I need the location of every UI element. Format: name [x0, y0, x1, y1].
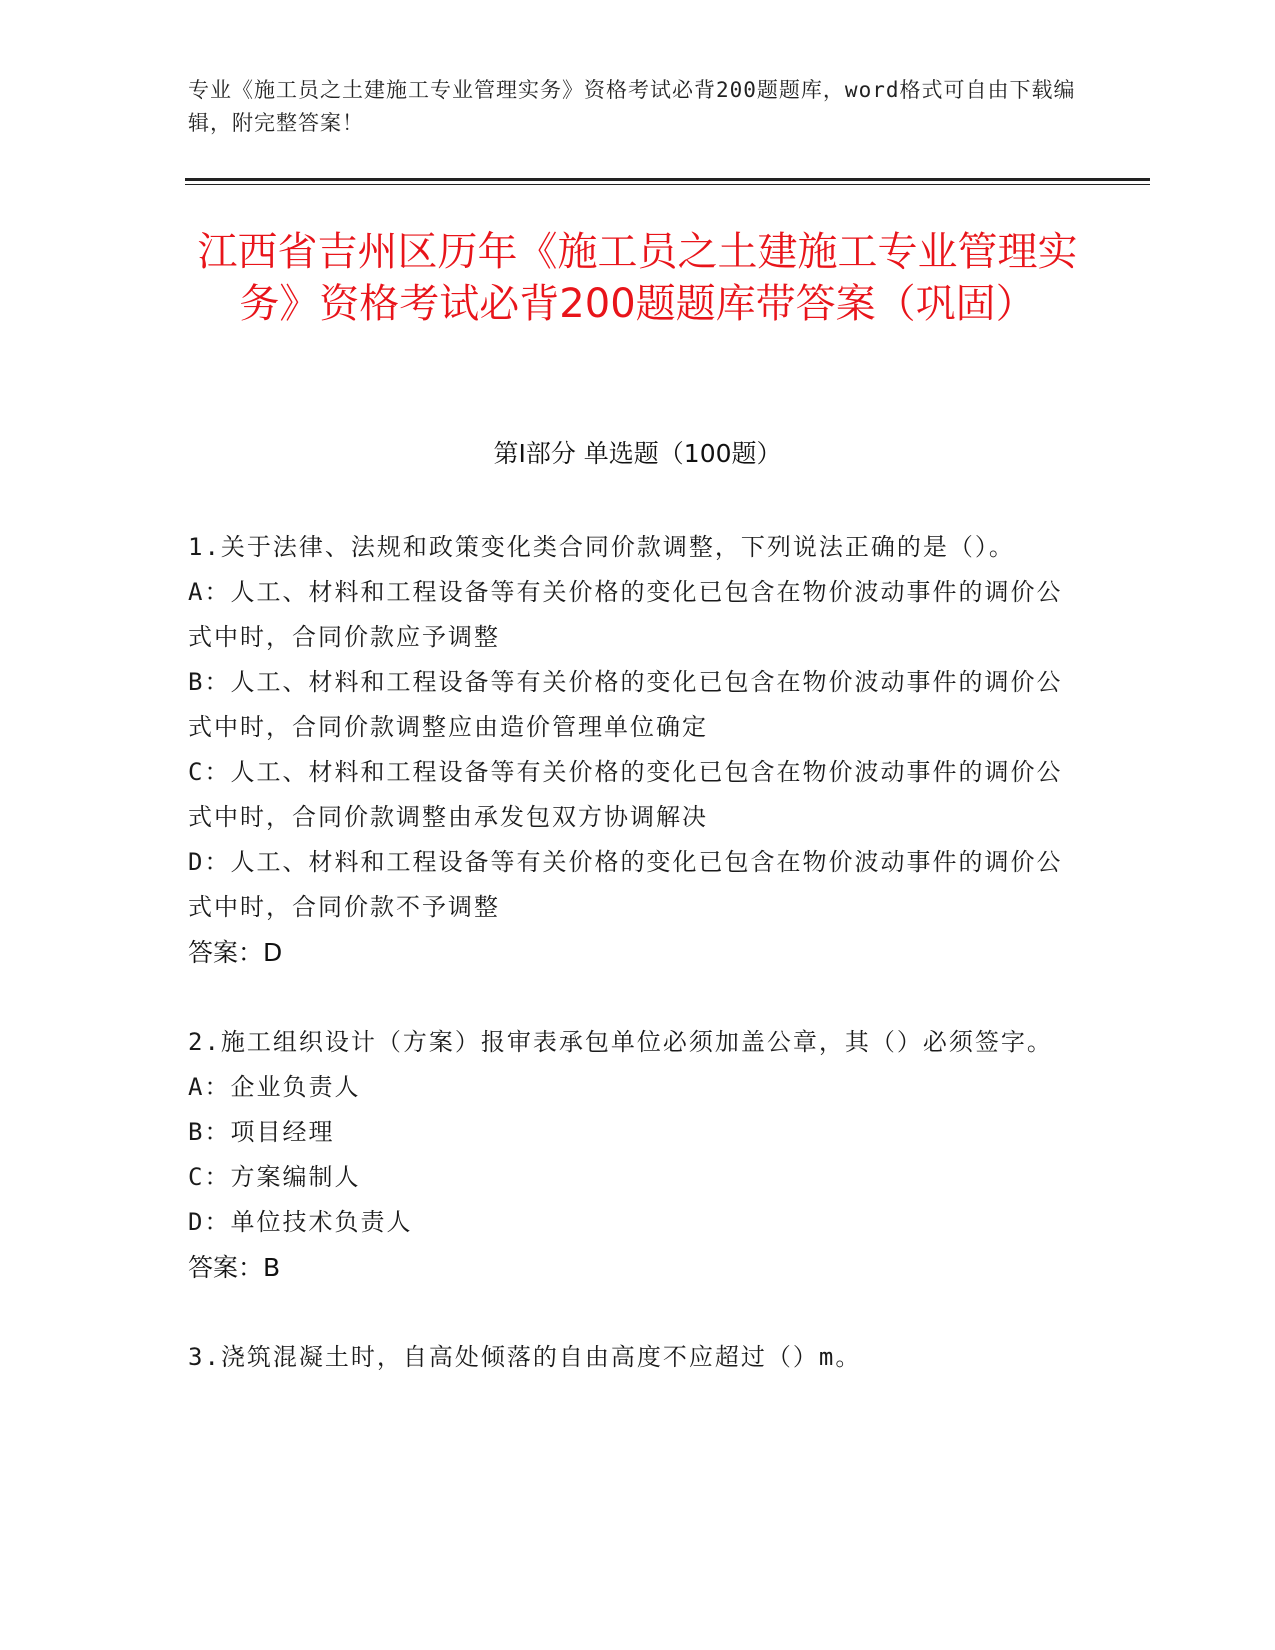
- option-b: B：项目经理: [188, 1118, 335, 1146]
- answer: 答案：D: [188, 938, 283, 967]
- header-divider-thin: [185, 184, 1150, 185]
- question-stem: 3.浇筑混凝土时，自高处倾落的自由高度不应超过（）m。: [188, 1343, 862, 1371]
- answer: 答案：B: [188, 1253, 281, 1282]
- option-d: D：人工、材料和工程设备等有关价格的变化已包含在物价波动事件的调价公式中时，合同价款不予调整: [188, 848, 1063, 921]
- question-3: [188, 1335, 1078, 1380]
- question-stem: 1.关于法律、法规和政策变化类合同价款调整，下列说法正确的是（）。: [188, 533, 1015, 561]
- header-note: 专业《施工员之土建施工专业管理实务》资格考试必背200题题库，word格式可自由下载编辑，附完整答案！: [188, 78, 1076, 135]
- header-divider-thick: [185, 178, 1150, 181]
- option-a: A：人工、材料和工程设备等有关价格的变化已包含在物价波动事件的调价公式中时，合同价款应予调整: [188, 578, 1063, 651]
- option-d: D：单位技术负责人: [188, 1208, 413, 1236]
- question-list: [188, 525, 1078, 1425]
- question-1: [188, 525, 1078, 975]
- question-2: [188, 1020, 1078, 1290]
- option-c: C：方案编制人: [188, 1163, 361, 1191]
- document-title: 江西省吉州区历年《施工员之土建施工专业管理实务》资格考试必背200题题库带答案（巩固）: [197, 229, 1078, 327]
- section-title: 第I部分 单选题（100题）: [493, 439, 782, 468]
- option-a: A：企业负责人: [188, 1073, 361, 1101]
- option-c: C：人工、材料和工程设备等有关价格的变化已包含在物价波动事件的调价公式中时，合同价款调整由承发包双方协调解决: [188, 758, 1063, 831]
- option-b: B：人工、材料和工程设备等有关价格的变化已包含在物价波动事件的调价公式中时，合同价款调整应由造价管理单位确定: [188, 668, 1063, 741]
- question-stem: 2.施工组织设计（方案）报审表承包单位必须加盖公章，其（）必须签字。: [188, 1028, 1053, 1056]
